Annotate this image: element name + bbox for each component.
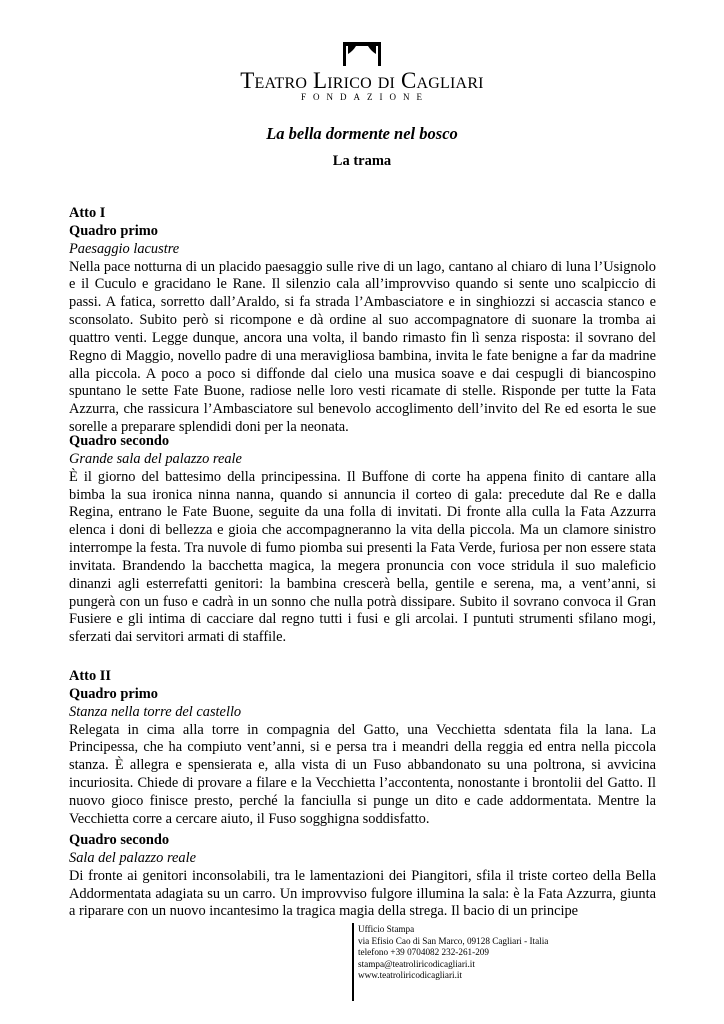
scene-setting: Grande sala del palazzo reale — [69, 450, 242, 467]
scene-text: Relegata in cima alla torre in compagnia del Gatto, una Vecchietta sdentata fila la lana. La Principessa, che ha compiuto vent’anni, si e persa tra i meandri della reggia ed entra nella piccola stanza. È allegra e spensierata e, alla vista di un Fuso abbandonato su una poltrona, si avvicina incuriosita. Chiede di provare a filare e la Vecchietta l’accontenta, nonostante i brontolii del Gatto. Il nuovo gioco finisce presto, perché la fanciulla si punge un dito e cade addormentata. Mentre la Vecchietta corre a cercare aiuto, il Fuso sogghigna soddisfatto. — [69, 721, 656, 827]
act-1-scene-2-section — [69, 433, 656, 647]
scene-setting: Paesaggio lacustre — [69, 240, 180, 257]
scene-setting: Stanza nella torre del castello — [69, 703, 242, 720]
scene-text: Di fronte ai genitori inconsolabili, tra le lamentazioni dei Piangitori, sfila il triste corteo della Bella Addormentata adagiata su un carro. Un improvviso fulgore illumina la sala: è la Fata Azzurra, giunta a riparare con un nuovo incantesimo la tragica magia della strega. Il bacio di un principe — [69, 867, 656, 920]
scene-heading: Quadro secondo — [69, 832, 170, 848]
org-subtitle: FONDAZIONE — [301, 92, 429, 102]
press-office-footer — [358, 924, 548, 982]
act-2-scene-2-section — [69, 832, 656, 921]
theatre-logo — [0, 40, 724, 68]
scene-heading: Quadro primo — [69, 685, 158, 702]
act-heading: Atto I — [69, 205, 106, 221]
act-heading: Atto II — [69, 668, 111, 684]
act-1-section — [69, 205, 656, 437]
act-2-section — [69, 668, 656, 829]
org-name: Teatro Lirico di Cagliari — [240, 68, 484, 93]
scene-heading: Quadro secondo — [69, 433, 170, 449]
footer-office: Ufficio Stampa — [358, 924, 415, 934]
scene-heading: Quadro primo — [69, 222, 158, 239]
document-title: La bella dormente nel bosco — [266, 124, 458, 143]
footer-address: via Efisio Cao di San Marco, 09128 Cagliari - Italia — [358, 935, 549, 946]
document-subtitle: La trama — [332, 153, 392, 169]
scene-text: È il giorno del battesimo della principessina. Il Buffone di corte ha appena finito di cantare alla bimba la sua ironica ninna nanna, quando si annuncia il corteo di gala: precedute dal Re e dalla Regina, entrano le Fate Buone, seguite da una folla di invitati. Di fronte alla culla la Fata Azzurra elenca i doni di bellezza e gioia che accompagneranno la vita della piccola. Ma un clamore sinistro interrompe la festa. Tra nuvole di fumo piomba sui presenti la Fata Verde, furiosa per non essere stata invitata. Brandendo la bacchetta magica, la megera pronuncia con voce stridula il suo maleficio dinanzi agli esterrefatti genitori: la bambina crescerà bella, gentile e serena, ma, a vent’anni, si pungerà con un fuso e cadrà in un sonno che nulla potrà dissipare. Subito il sovrano convoca il Gran Fusiere e gli intima di cacciare dal regno tutti i fusi e gli arcolai. I puntuti strumenti sfilano mogi, sferzati dai servitori armati di staffile. — [69, 468, 656, 646]
scene-setting: Sala del palazzo reale — [69, 849, 196, 866]
footer-email[interactable]: stampa@teatroliricodicagliari.it — [358, 958, 475, 969]
scene-text: Nella pace notturna di un placido paesaggio sulle rive di un lago, cantano al chiaro di luna l’Usignolo e il Cuculo e gracidano le Rane. Il silenzio cala all’improvviso quando si sente uno scalpiccio di passi. A fatica, sorretto dall’Araldo, si fa strada l’Ambasciatore e in singhiozzi si accascia stanco e sconsolato. Subito però si ricompone e dà ordine al suo accompagnatore di suonare la tromba ai quattro venti. Legge dunque, ancora una volta, il bando rimasto fin lì senza risposta: il sovrano del Regno di Maggio, novello padre di una meravigliosa bambina, invita le fate benigne a far da madrine alla piccola. A poco a poco si diffonde dal cielo una musica soave e dai cespugli di biancospino spuntano le sette Fate Buone, radiose nelle loro vesti ricamate di stelle. Risponde per tutte la Fata Azzurra, che rassicura l’Ambasciatore sul benevolo accoglimento dell’invito del Re ed esorta le sue sorelle a preparare splendidi doni per la neonata. — [69, 258, 656, 436]
stage-curtain-icon — [342, 40, 382, 68]
footer-phone: telefono +39 0704082 232-261-209 — [358, 947, 489, 958]
footer-website[interactable]: www.teatroliricodicagliari.it — [358, 970, 463, 981]
footer-divider — [352, 923, 354, 1001]
